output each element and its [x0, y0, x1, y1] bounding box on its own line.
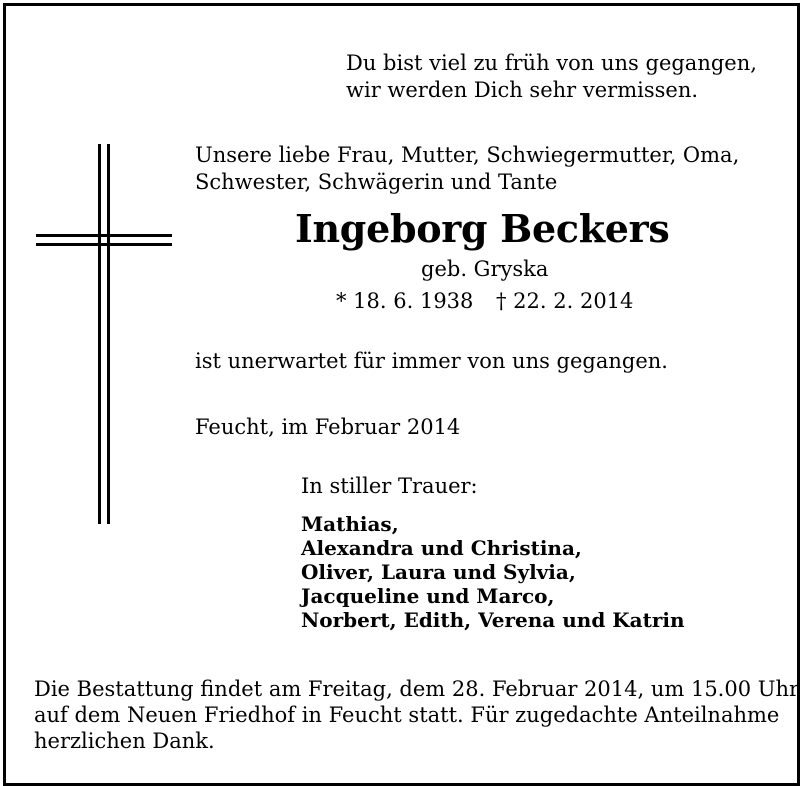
- motto-line: wir werden Dich sehr vermissen.: [346, 78, 699, 102]
- mourner: Oliver, Laura und Sylvia,: [301, 560, 576, 584]
- funeral-line: herzlichen Dank.: [34, 729, 215, 753]
- funeral-line: Die Bestattung findet am Freitag, dem 28. Februar 2014, um 15.00 Uhr: [34, 677, 800, 701]
- mourner: Mathias,: [301, 512, 399, 536]
- death-date: † 22. 2. 2014: [496, 289, 634, 313]
- deceased-name: Ingeborg Beckers: [295, 206, 670, 251]
- funeral-notice: [34, 676, 799, 754]
- intro-line: Unsere liebe Frau, Mutter, Schwiegermutter, Oma,: [195, 143, 740, 167]
- statement: ist unerwartet für immer von uns gegangen.: [195, 349, 668, 373]
- motto-line: Du bist viel zu früh von uns gegangen,: [346, 51, 757, 75]
- cross-icon: [36, 144, 172, 524]
- mourner: Norbert, Edith, Verena und Katrin: [301, 608, 685, 632]
- mourning-label: In stiller Trauer:: [301, 474, 478, 498]
- place-date: Feucht, im Februar 2014: [195, 415, 461, 439]
- mourner: Alexandra und Christina,: [301, 536, 582, 560]
- intro-line: Schwester, Schwägerin und Tante: [195, 170, 558, 194]
- obituary-notice: [3, 3, 800, 786]
- mourner: Jacqueline und Marco,: [301, 584, 555, 608]
- maiden-name: geb. Gryska: [421, 257, 549, 281]
- mourners-list: [301, 512, 685, 632]
- funeral-line: auf dem Neuen Friedhof in Feucht statt. Für zugedachte Anteilnahme: [34, 703, 780, 727]
- motto: [346, 50, 757, 104]
- birth-date: * 18. 6. 1938: [336, 289, 474, 313]
- intro-text: [195, 142, 739, 196]
